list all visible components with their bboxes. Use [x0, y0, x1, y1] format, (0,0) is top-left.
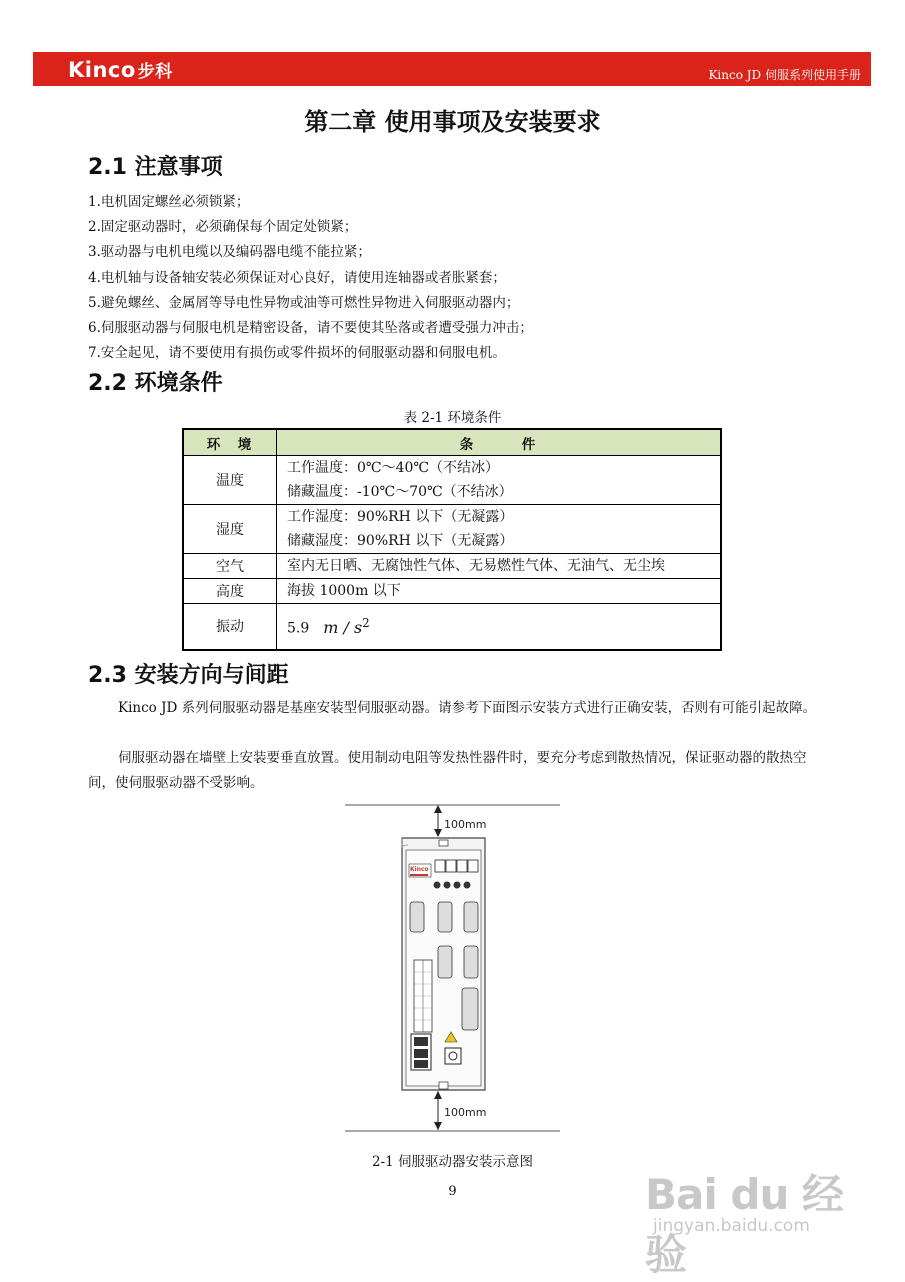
page-number: 9 [448, 1184, 457, 1199]
condition-line: 工作湿度：90%RH 以下（无凝露） [287, 509, 514, 525]
paragraph: 伺服驱动器在墙壁上安装要垂直放置。使用制动电阻等发热性器件时，要充分考虑到散热情况，保证驱动器的散热空间，使伺服驱动器不受影响。 [88, 750, 807, 791]
vibration-value: 5.9 [287, 620, 310, 637]
list-item: 3.驱动器与电机电缆以及编码器电缆不能拉紧； [88, 244, 371, 261]
env-cell: 高度 [183, 579, 277, 604]
table-row [183, 554, 721, 579]
section-heading-precautions: 2.1 注意事项 [88, 155, 223, 180]
section-heading-environment: 2.2 环境条件 [88, 371, 223, 396]
table-row [183, 456, 721, 505]
env-cell: 湿度 [183, 505, 277, 554]
list-item: 6.伺服驱动器与伺服电机是精密设备，请不要使其坠落或者遭受强力冲击； [88, 320, 533, 337]
top-arrow-up [434, 805, 442, 813]
condition-line: 室内无日晒、无腐蚀性气体、无易燃性气体、无油气、无尘埃 [287, 558, 665, 574]
environment-table [182, 428, 722, 651]
top-arrow-down [434, 829, 442, 837]
logo-cn: 步科 [137, 62, 173, 82]
env-cell: 空气 [183, 554, 277, 579]
list-item: 2.固定驱动器时，必须确保每个固定处锁紧； [88, 219, 358, 236]
condition-line: 储藏湿度：90%RH 以下（无凝露） [287, 533, 514, 549]
condition-line: 储藏温度：-10℃～70℃（不结冰） [287, 484, 513, 500]
servo-drive-icon [402, 838, 485, 1090]
list-item: 7.安全起见，请不要使用有损伤或零件损坏的伺服驱动器和伺服电机。 [88, 345, 506, 362]
list-item: 1.电机固定螺丝必须锁紧； [88, 194, 250, 210]
condition-cell [277, 505, 722, 554]
condition-line: 海拔 1000m 以下 [287, 583, 401, 599]
column-header-condition: 条 件 [277, 429, 722, 456]
table-row [183, 505, 721, 554]
column-header-env: 环 境 [183, 429, 277, 456]
watermark-sub: jingyan.baidu.com [653, 1216, 810, 1236]
baidu-watermark [645, 1148, 855, 1279]
bottom-arrow-up [434, 1091, 442, 1099]
list-item: 4.电机轴与设备轴安装必须保证对心良好，请使用连轴器或者胀紧套； [88, 269, 506, 286]
env-cell: 温度 [183, 456, 277, 505]
env-cell: 振动 [183, 604, 277, 650]
paragraph: Kinco JD 系列伺服驱动器是基座安装型伺服驱动器。请参考下面图示安装方式进行正确安装，否则有可能引起故障。 [118, 700, 817, 716]
vibration-unit: m / s [323, 617, 363, 637]
bottom-clearance-label: 100mm [444, 1106, 487, 1119]
condition-cell [277, 456, 722, 505]
header-title: Kinco JD 伺服系列使用手册 [708, 68, 861, 82]
chapter-title: 第二章 使用事项及安装要求 [304, 108, 601, 136]
table-row [183, 579, 721, 604]
condition-cell [277, 579, 722, 604]
condition-cell [277, 554, 722, 579]
vibration-cell [277, 604, 722, 650]
vibration-unit-exponent: 2 [362, 615, 370, 630]
precautions-list [88, 190, 533, 366]
figure-caption: 2-1 伺服驱动器安装示意图 [371, 1154, 534, 1170]
condition-line: 工作温度：0℃～40℃（不结冰） [287, 460, 500, 476]
watermark-main: Bai du 经验 [645, 1170, 843, 1279]
table-caption: 表 2-1 环境条件 [403, 410, 502, 426]
kinco-logo [68, 57, 173, 82]
logo-text: Kinco [68, 58, 136, 82]
table-header-row [183, 429, 721, 456]
installation-diagram [340, 800, 565, 1135]
section-heading-installation: 2.3 安装方向与间距 [88, 663, 289, 688]
device-logo: Kinco [410, 866, 429, 873]
table-row [183, 604, 721, 650]
list-item: 5.避免螺丝、金属屑等导电性异物或油等可燃性异物进入伺服驱动器内； [88, 294, 520, 311]
bottom-arrow-down [434, 1122, 442, 1130]
top-clearance-label: 100mm [444, 818, 487, 831]
